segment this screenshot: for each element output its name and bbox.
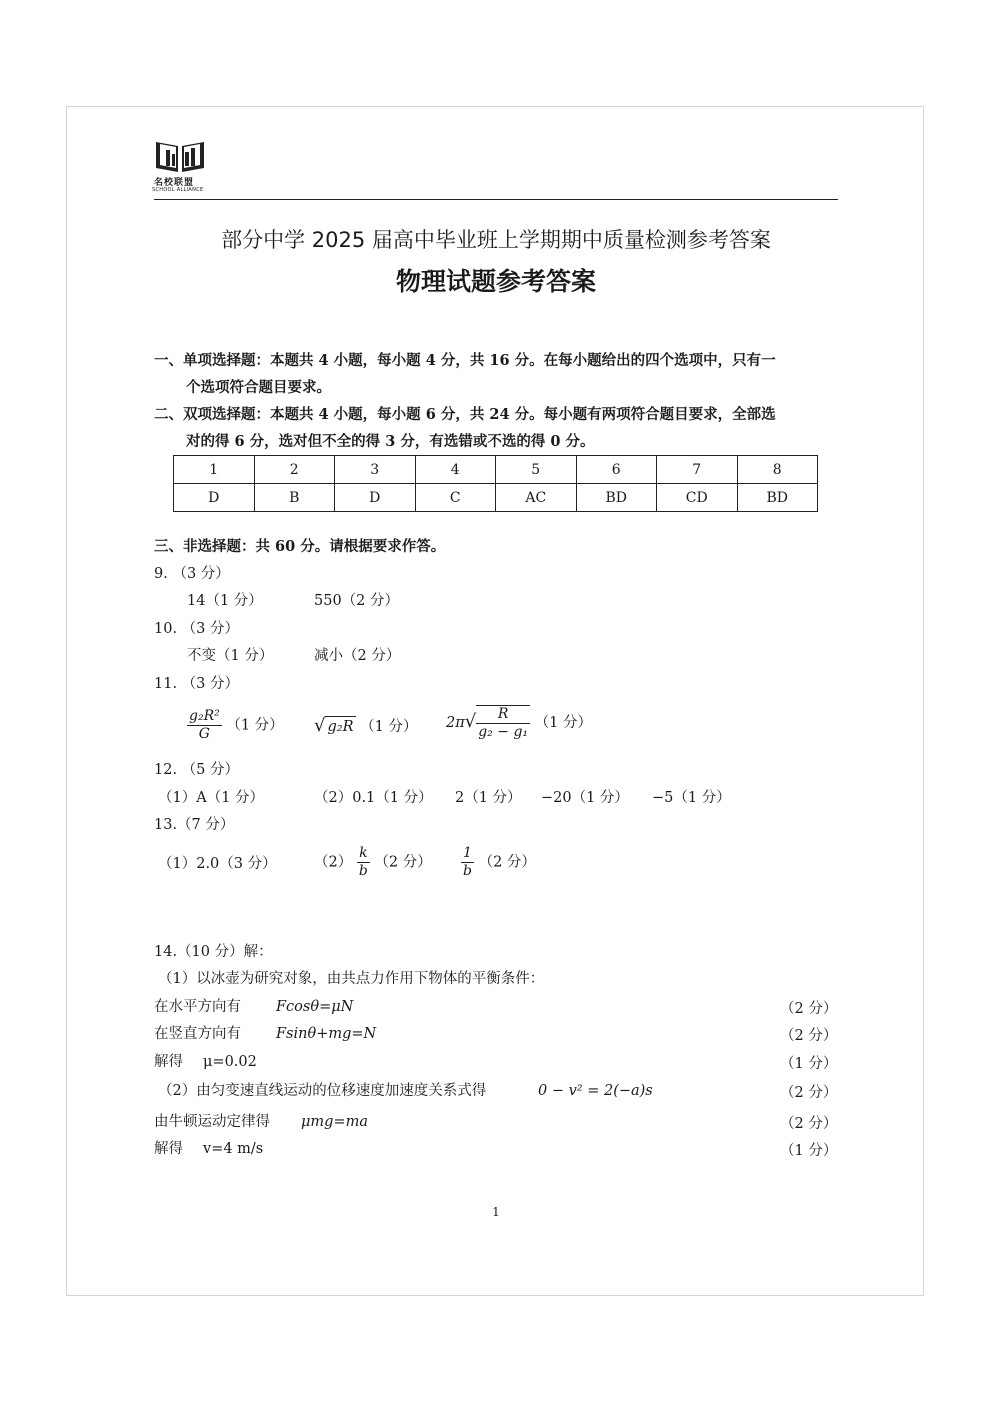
q14-line-4-equation: μ=0.02 [203,1054,257,1070]
section-2-line-2: 对的得 6 分，选对但不全的得 3 分，有选错或不选的得 0 分。 [186,433,595,450]
q13-answer-1: （1）2.0（3 分） [158,856,277,872]
q11-answer-2: √ g₂R （1 分） [314,715,418,736]
q14-line-3-equation: Fsinθ+mg=N [276,1026,377,1042]
q11-heading: 11. （3 分） [154,676,240,692]
table-row-answers [174,484,818,512]
table-cell: 6 [576,456,657,484]
q14-line-4-text: 解得 [154,1054,183,1070]
radical-sign: √ [314,715,326,736]
q14-line-5-text: （2）由匀变速直线运动的位移速度加速度关系式得 [158,1083,487,1099]
q9-heading: 9. （3 分） [154,566,230,582]
logo-text: 名校联盟 [154,178,195,188]
q10-heading: 10. （3 分） [154,621,240,637]
q14-line-5-score: （2 分） [780,1085,838,1101]
q13-answer-3: $\frac{1}{b}$ （2 分） [463,845,536,879]
q13-heading: 13.（7 分） [154,817,235,833]
q14-line-3-score: （2 分） [780,1028,838,1044]
table-cell: CD [657,484,738,512]
q10-answer-1: 不变（1 分） [187,648,274,664]
table-cell: 8 [737,456,818,484]
logo-subtext: SCHOOL ALLIANCE [152,187,204,193]
q11-answer-3: 2π√ $\frac{R}{\text{g₂ − g₁}}$ （1 分） [446,706,592,740]
radical-sign: √ [464,711,477,732]
table-cell: BD [576,484,657,512]
table-cell: 7 [657,456,738,484]
q14-line-7-equation: v=4 m/s [203,1141,264,1157]
table-row-numbers [174,456,818,484]
table-cell: 5 [496,456,577,484]
q11-fraction-1: $\frac{\text{g₂R²}}{G}$ [189,708,220,742]
q14-line-4-score: （1 分） [780,1056,838,1072]
q14-line-2-equation: Fcosθ=μN [276,999,354,1015]
section-2-line-1: 二、双项选择题：本题共 4 小题，每小题 6 分，共 24 分。每小题有两项符合题目要求，全部选 [154,406,776,423]
q12-heading: 12. （5 分） [154,762,240,778]
q9-answer-1: 14（1 分） [187,593,263,609]
page-number: 1 [492,1205,500,1219]
table-cell: 2 [254,456,335,484]
q14-line-1: （1）以冰壶为研究对象，由共点力作用下物体的平衡条件： [158,971,545,987]
table-cell: C [415,484,496,512]
table-cell: 3 [335,456,416,484]
answer-table [173,455,818,512]
q14-line-5-equation: 0 − v² = 2(−a)s [538,1083,653,1099]
q11-answer-1: $\frac{\text{g₂R²}}{G}$ （1 分） [189,708,284,742]
table-cell: AC [496,484,577,512]
q12-answer-5: −5（1 分） [652,790,731,806]
section-3-heading: 三、非选择题：共 60 分。请根据要求作答。 [154,538,446,555]
q14-line-6-text: 由牛顿运动定律得 [154,1114,270,1130]
q14-line-2-score: （2 分） [780,1001,838,1017]
q9-answer-2: 550（2 分） [314,593,400,609]
section-1-line-1: 一、单项选择题：本题共 4 小题，每小题 4 分，共 16 分。在每小题给出的四个选项中，只有一 [154,352,776,369]
table-cell: 1 [174,456,255,484]
q14-line-7-text: 解得 [154,1141,183,1157]
q14-heading: 14.（10 分）解： [154,944,273,960]
q13-fraction-3: $\frac{1}{b}$ [463,845,472,879]
q12-answer-4: −20（1 分） [541,790,629,806]
table-cell: 4 [415,456,496,484]
q14-line-6-equation: μmg=ma [301,1114,368,1130]
header-rule [154,199,838,200]
document-title: 部分中学 2025 届高中毕业班上学期期中质量检测参考答案 [221,228,771,252]
document-subtitle: 物理试题参考答案 [395,267,596,296]
q14-line-7-score: （1 分） [780,1143,838,1159]
q10-answer-2: 减小（2 分） [314,648,401,664]
q13-answer-2: （2） $\frac{k}{b}$ （2 分） [314,845,432,879]
q12-answer-2: （2）0.1（1 分） [314,790,433,806]
table-cell: D [335,484,416,512]
q14-line-3-text: 在竖直方向有 [154,1026,241,1042]
q14-line-6-score: （2 分） [780,1116,838,1132]
table-cell: BD [737,484,818,512]
q11-fraction-3: $\frac{R}{\text{g₂ − g₁}}$ [478,706,529,740]
q14-line-2-text: 在水平方向有 [154,999,241,1015]
book-icon [152,136,208,174]
table-cell: D [174,484,255,512]
q12-answer-1: （1）A（1 分） [158,790,265,806]
q12-answer-3: 2（1 分） [455,790,522,806]
q13-fraction-2: $\frac{k}{b}$ [358,845,368,879]
table-cell: B [254,484,335,512]
section-1-line-2: 个选项符合题目要求。 [186,379,331,396]
school-alliance-logo [152,136,212,196]
